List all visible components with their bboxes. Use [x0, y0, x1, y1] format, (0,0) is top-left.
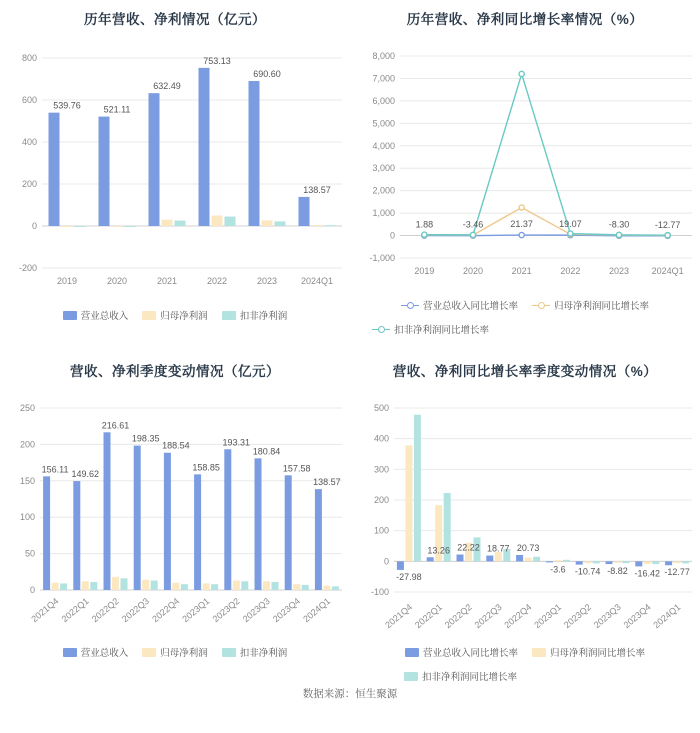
- svg-text:0: 0: [383, 556, 389, 567]
- svg-text:-12.77: -12.77: [664, 567, 690, 578]
- legend-swatch-icon: [142, 648, 156, 657]
- svg-text:2019: 2019: [414, 266, 435, 276]
- svg-text:150: 150: [19, 475, 35, 486]
- panel-quarterly-growth-rate: [350, 352, 700, 682]
- svg-text:22.22: 22.22: [457, 542, 480, 553]
- legend-item[interactable]: [142, 645, 208, 659]
- svg-text:2023Q2: 2023Q2: [210, 595, 242, 625]
- legend-swatch-icon: [532, 648, 546, 657]
- legend-swatch-icon: [63, 648, 77, 657]
- svg-text:18.77: 18.77: [487, 543, 510, 554]
- svg-text:7,000: 7,000: [372, 73, 395, 84]
- legend-label: 营业总收入同比增长率: [422, 301, 518, 312]
- svg-text:2022: 2022: [560, 266, 581, 276]
- chart-title-3: 营收、净利季度变动情况（亿元）: [70, 364, 280, 379]
- chart-plot-1: [0, 28, 350, 308]
- svg-text:0: 0: [389, 230, 395, 241]
- svg-text:2023Q3: 2023Q3: [240, 595, 272, 625]
- svg-text:-1,000: -1,000: [369, 253, 395, 263]
- legend-label: 归母净利润同比增长率: [550, 648, 646, 659]
- legend-swatch-icon: [404, 672, 418, 681]
- panel-annual-revenue-profit: [0, 0, 350, 352]
- svg-text:2,000: 2,000: [372, 185, 395, 196]
- legend-label: 扣非净利润同比增长率: [394, 325, 490, 336]
- svg-text:-12.77: -12.77: [654, 219, 681, 230]
- svg-text:2023Q3: 2023Q3: [591, 601, 623, 631]
- legend-item[interactable]: [222, 308, 288, 322]
- svg-text:216.61: 216.61: [101, 420, 130, 431]
- legend-label: 营业总收入: [80, 311, 129, 322]
- svg-text:2023: 2023: [256, 276, 278, 286]
- svg-text:250: 250: [19, 403, 35, 413]
- svg-text:2021: 2021: [511, 266, 532, 276]
- svg-text:2021Q4: 2021Q4: [29, 595, 61, 625]
- legend-4: [350, 645, 700, 683]
- svg-text:149.62: 149.62: [71, 469, 100, 480]
- svg-text:-8.30: -8.30: [608, 219, 630, 230]
- svg-text:138.57: 138.57: [313, 477, 341, 488]
- legend-item[interactable]: [142, 308, 208, 322]
- svg-text:0: 0: [31, 221, 37, 231]
- svg-text:158.85: 158.85: [192, 462, 220, 473]
- legend-item[interactable]: [222, 645, 288, 659]
- chart-plot-3: [0, 380, 350, 645]
- svg-text:-27.98: -27.98: [396, 571, 422, 582]
- svg-text:300: 300: [373, 464, 389, 475]
- legend-item[interactable]: [63, 308, 129, 322]
- svg-text:2024Q1: 2024Q1: [651, 601, 683, 631]
- chart-title-2: 历年营收、净利同比增长率情况（%）: [406, 12, 644, 27]
- svg-text:500: 500: [373, 403, 389, 413]
- svg-text:2022Q2: 2022Q2: [89, 595, 121, 625]
- svg-text:-8.82: -8.82: [607, 566, 628, 577]
- svg-text:1.88: 1.88: [415, 219, 434, 230]
- legend-line-icon: [532, 301, 550, 310]
- svg-text:13.26: 13.26: [427, 545, 450, 556]
- svg-text:100: 100: [19, 512, 35, 523]
- svg-text:2022Q4: 2022Q4: [502, 601, 534, 631]
- svg-text:400: 400: [21, 137, 37, 147]
- svg-text:-10.74: -10.74: [574, 566, 601, 577]
- svg-text:539.76: 539.76: [53, 100, 81, 111]
- svg-text:-16.42: -16.42: [634, 568, 661, 579]
- legend-swatch-icon: [222, 311, 236, 320]
- svg-text:-200: -200: [18, 263, 37, 273]
- svg-text:-100: -100: [370, 587, 389, 597]
- svg-text:632.49: 632.49: [153, 81, 181, 92]
- chart-plot-2: [350, 28, 700, 298]
- svg-text:200: 200: [373, 495, 389, 505]
- svg-text:19.07: 19.07: [559, 219, 582, 230]
- legend-item[interactable]: [405, 645, 518, 659]
- svg-text:6,000: 6,000: [372, 95, 395, 106]
- svg-text:2022Q1: 2022Q1: [413, 601, 444, 631]
- legend-3: [0, 645, 350, 659]
- svg-text:2023Q1: 2023Q1: [532, 601, 564, 631]
- svg-text:50: 50: [24, 548, 35, 559]
- svg-text:180.84: 180.84: [252, 446, 281, 457]
- svg-text:157.58: 157.58: [282, 463, 311, 474]
- svg-text:2023Q1: 2023Q1: [180, 595, 212, 625]
- legend-2: [350, 298, 700, 336]
- annual-revenue-bar-chart: [0, 28, 350, 308]
- svg-text:4,000: 4,000: [372, 140, 395, 151]
- svg-text:138.57: 138.57: [303, 184, 331, 195]
- legend-item[interactable]: [63, 645, 129, 659]
- chart-plot-4: [350, 380, 700, 645]
- annual-growth-line-chart: [350, 28, 700, 298]
- svg-text:2020: 2020: [462, 266, 484, 276]
- svg-text:2021: 2021: [156, 276, 178, 286]
- svg-text:200: 200: [19, 439, 35, 450]
- legend-label: 扣非净利润同比增长率: [422, 672, 518, 683]
- svg-text:5,000: 5,000: [372, 118, 395, 129]
- svg-text:600: 600: [21, 95, 37, 105]
- svg-text:20.73: 20.73: [516, 542, 540, 553]
- svg-text:3,000: 3,000: [372, 163, 395, 174]
- svg-text:400: 400: [373, 433, 389, 444]
- svg-text:193.31: 193.31: [222, 437, 251, 448]
- svg-text:200: 200: [21, 179, 37, 189]
- svg-text:2024Q1: 2024Q1: [300, 276, 334, 286]
- svg-text:753.13: 753.13: [203, 55, 231, 66]
- legend-label: 营业总收入: [80, 648, 129, 659]
- chart-title-1: 历年营收、净利情况（亿元）: [84, 12, 266, 27]
- legend-label: 归母净利润同比增长率: [554, 301, 650, 312]
- quarterly-revenue-bar-chart: [0, 380, 350, 645]
- svg-text:100: 100: [373, 525, 389, 536]
- chart-title-4: 营收、净利同比增长率季度变动情况（%）: [392, 364, 658, 379]
- svg-text:2020: 2020: [106, 276, 128, 286]
- legend-1: [0, 308, 350, 322]
- svg-text:2022: 2022: [206, 276, 228, 286]
- svg-text:2024Q1: 2024Q1: [301, 595, 333, 625]
- svg-text:2019: 2019: [56, 276, 78, 286]
- svg-text:690.60: 690.60: [253, 68, 281, 79]
- svg-text:2024Q1: 2024Q1: [651, 266, 684, 276]
- legend-line-icon: [401, 301, 419, 310]
- source-note: 数据来源：恒生聚源: [302, 688, 398, 700]
- legend-line-icon: [372, 325, 390, 334]
- legend-swatch-icon: [63, 311, 77, 320]
- svg-text:2023: 2023: [608, 266, 630, 276]
- svg-text:-3.46: -3.46: [462, 219, 484, 230]
- legend-item[interactable]: [401, 298, 518, 312]
- svg-text:2023Q2: 2023Q2: [562, 601, 593, 631]
- svg-text:2023Q4: 2023Q4: [621, 601, 653, 631]
- legend-label: 扣非净利润: [239, 311, 288, 322]
- svg-text:2022Q4: 2022Q4: [150, 595, 182, 625]
- svg-text:21.37: 21.37: [510, 219, 533, 230]
- legend-item[interactable]: [532, 645, 645, 659]
- panel-quarterly-revenue-profit: [0, 352, 350, 682]
- svg-text:188.54: 188.54: [162, 440, 190, 451]
- svg-text:198.35: 198.35: [131, 433, 160, 444]
- svg-text:156.11: 156.11: [41, 464, 69, 475]
- svg-text:800: 800: [21, 53, 37, 63]
- panel-annual-growth-rate: [350, 0, 700, 352]
- svg-text:521.11: 521.11: [103, 104, 131, 115]
- svg-text:2022Q3: 2022Q3: [472, 601, 504, 631]
- svg-text:1,000: 1,000: [372, 208, 395, 219]
- svg-text:0: 0: [29, 585, 35, 595]
- svg-text:2022Q2: 2022Q2: [442, 601, 474, 631]
- legend-swatch-icon: [405, 648, 419, 657]
- legend-label: 归母净利润: [160, 648, 208, 659]
- svg-text:2022Q1: 2022Q1: [59, 595, 91, 625]
- svg-text:2021Q4: 2021Q4: [383, 601, 415, 631]
- legend-item[interactable]: [364, 322, 686, 336]
- legend-swatch-icon: [222, 648, 236, 657]
- legend-swatch-icon: [142, 311, 156, 320]
- quarterly-growth-bar-chart: [350, 380, 700, 645]
- legend-label: 扣非净利润: [239, 648, 288, 659]
- svg-text:2022Q3: 2022Q3: [120, 595, 151, 625]
- svg-text:8,000: 8,000: [372, 51, 395, 61]
- svg-text:-3.6: -3.6: [550, 564, 566, 575]
- legend-label: 营业总收入同比增长率: [422, 648, 518, 659]
- legend-label: 归母净利润: [160, 311, 208, 322]
- legend-item[interactable]: [532, 298, 649, 312]
- legend-item[interactable]: [364, 669, 686, 683]
- svg-text:2023Q4: 2023Q4: [271, 595, 302, 625]
